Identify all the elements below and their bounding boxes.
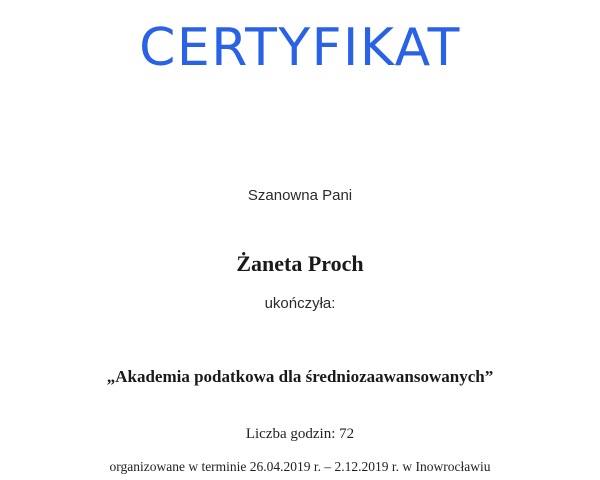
course-title: „Akademia podatkowa dla średniozaawansowanych” xyxy=(106,367,494,386)
hours-count: Liczba godzin: 72 xyxy=(245,426,355,442)
completed-label: ukończyła: xyxy=(264,295,336,312)
certificate-title: CERTYFIKAT xyxy=(139,18,461,78)
salutation: Szanowna Pani xyxy=(247,187,353,204)
organized-dates: organizowane w terminie 26.04.2019 r. – 2.12.2019 r. w Inowrocławiu xyxy=(109,459,491,474)
recipient-name: Żaneta Proch xyxy=(236,251,364,276)
